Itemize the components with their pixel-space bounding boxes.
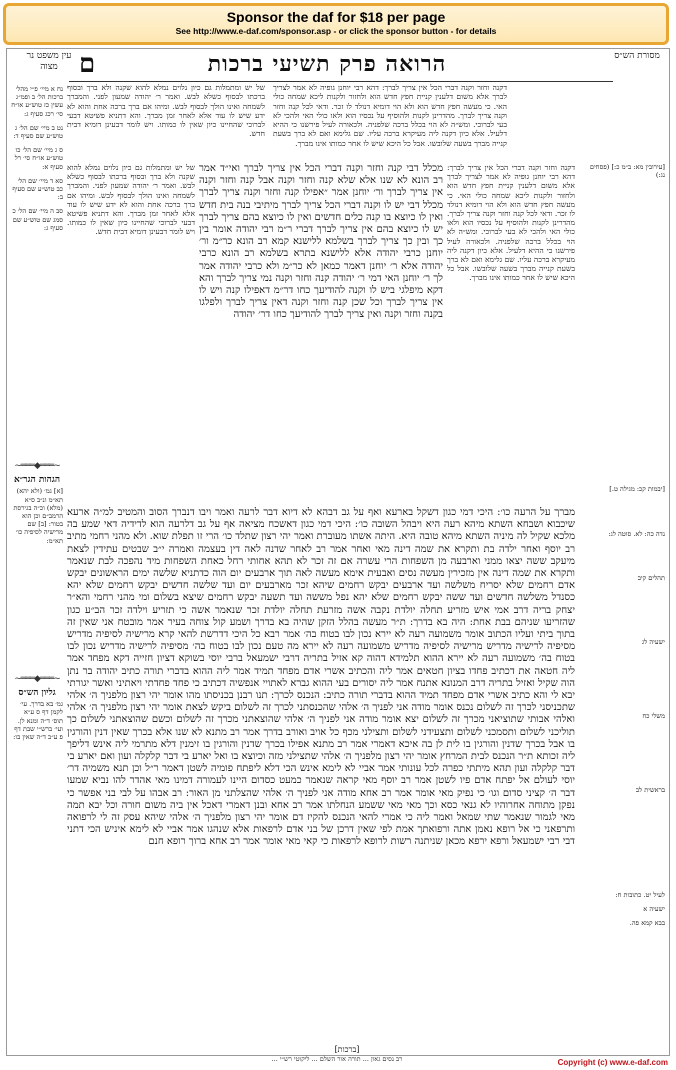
mesoret-ref: בבא קמא פה. xyxy=(629,919,665,928)
gemara-main-paragraph: מברך על הרעה כו׳: היכי דמי כגון דשקל בארעא ואף על גב דבהא לא דיוא דבר לרעה ואמר ויבו דנברך הסוב והמטיב למ״ה ארעא שיכבוא ושבחא השתא מיהא רעה היא ויבהל השובה כו׳: היכי דמי כגון דאשכח מציאה אף על גב דלרעה הוא לדידיה דאי שמע בה מלכא שקיל לה מיניה השתא מיהא טובה היא. היתה אשתו מעוברת ואמר יהי רצון שתלד כו׳ הרי זו תפלת שוא. ולא מהני רחמי מתיב רב יוסף ואחר ילדה בת ותקרא את שמה דינה מאי ואחר אמר רב לאחר שדנה לאה דין בעצמה ואמרה י״ב שבטים עתידין לצאת מיעקב ששה יצאו ממני וארבעה מן השפחות הרי עשרה אם זה זכר לא תהא אחותי רחל כאחת השפחות מיד נהפכה לבת שנאמר ותקרא את שמה דינה אין מזכירין מעשה נסים ואבעית אימא מעשה לאה תוך ארבעים יום הוה כדתניא שלשה ימים הראשונים יבקש אדם רחמים שלא יסריח משלשה ועד ארבעים יבקש רחמים שיהא זכר מארבעים יום ועד שלשה חדשים יבקש רחמים שלא יהא כסנדל משלשה חדשים ועד ששה יבקש רחמים שלא יהא נפל מששה ועד תשעה יבקש רחמים שיצא בשלום ומי מהני רחמי והא״ר יצחק בריה דרב אמי איש מזריע תחלה יולדת נקבה אשה מזרעת תחלה יולדת זכר שנאמר אשה כי תזריע וילדה זכר הב״ע כגון שהזריעו שניהם בבת אחת: היה בא בדרך: ת״ר מעשה בהלל הזקן שהיה בא בדרך ושמע קול צוחה בעיר אמר מובטח אני שאין זה בתוך ביתי ועליו הכתוב אומר משמועה רעה לא יירא נכון לבו בטוח בה׳ אמר רבא כל היכי דדרשת להאי קרא מרישיה לסיפיה מדריש מסיפיה לרישיה מדריש מרישיה לסיפיה מדריש משמועה רעה לא יירא מה טעם נכון לבו בטוח בה׳ מסיפיה לרישיה מדריש נכון לבו בטוח בה׳ משמועה רעה לא יירא ההוא תלמידא דהוה קא אזיל בתריה דרבי ישמעאל ברבי יוסי בשוקא דציון חזייה דקא מפחד אמר ליה חטאה את דכתיב פחדו בציון חטאים אמר ליה והכתיב אשרי אדם מפחד תמיד אמר ליה ההוא בדברי תורה כתיב יהודה בר נתן הוה שקיל ואזיל בתריה דרב המנונא אתנח אמר ליה יסורים בעי ההוא גברא לאתויי אנפשיה דכתיב כי פחד פחדתי ויאתיני ואשר יגורתי יבא לי והא כתיב אשרי אדם מפחד תמיד ההוא בדברי תורה כתיב: הנכנס לכרך: תנו רבנן בכניסתו מהו אומר יהי רצון מלפניך ה׳ אלהי שתכניסני לכרך זה לשלום נכנס אומר מודה אני לפניך ה׳ אלהי שהכנסתני לכרך זה לשלום ביקש לצאת אומר יהי רצון מלפניך ה׳ אלהי ואלהי אבותי שתוציאני מכרך זה לשלום יצא אומר מודה אני לפניך ה׳ אלהי שהוצאתני מכרך זה לשלום וכשם שהוצאתני לשלום כך תוליכני לשלום ותסמכני לשלום ותצעידני לשלום ותצילני מכף כל אויב ואורב בדרך אמר רב מתנא לא שנו אלא בכרך שאין דנין והורגין בו אבל בכרך שדנין והורגין בו לית לן בה איכא דאמרי אמר רב מתנא אפילו בכרך שדנין והורגין בו זימנין דלא מתרמי ליה אינש דליפך ליה זכותא ת״ר הנכנס לבית המרחץ אומר יהי רצון מלפניך ה׳ אלהי שתצילני מזה וכיוצא בו ואל יארע בי דבר קלקלה ועון ואם יארע בי דבר קלקלה ועון תהא מיתתי כפרה לכל עונותי אמר אביי לא לימא אינש הכי דלא ליפתח פומיה לשטן דאמר ר״ל וכן תנא משמיה דר׳ יוסי לעולם אל יפתח אדם פיו לשטן אמר רב יוסף מאי קראה שנאמר כמעט כסדום היינו לעמורה דמינו מאי אהדר להו נביא שמעו דבר ה׳ קציני סדום וגו׳ כי נפיק מאי אומר אמר רב אחא מודה אני לפניך ה׳ אלהי שהצלתני מן האור: רב אבהו על לבי בני אפשר כי נפקן מתוחה אחרוהיו לא גנאי כסא וכך מאי מאי ששמע הנחלתו אמר רב אחא ובנן דאמרי דאכל אין ביה משום חורה וכל יבא תמה מאי לגמור שנאמר שתי שמאל ואמר ליה כי אמרי להאי הנכנס להקיז דם אומר יהי רצון מלפניך ה׳ אלהי שיהא עסק זה לי לרפואה ותרפאני כי אל רופא נאמן אתה ורפואתך אמת לפי שאין דרכן של בני אדם לרפאות אלא שנהגו אמר אביי לא לימא איניש הכי דתני דבי רבי ישמעאל ורפא ירפא מכאן שניתנה רשות לרופא לרפאות כי קאי מאי אומר אמר רב אחא ברוך רופא חנם xyxy=(67,507,575,848)
tosafot-side-text: של יש ומתמלות גם כיון נלוים נמלא להוא שקנה ולא ברך ובסוף ברכתו לבסוף כשלא לבש. ואמר ר׳ יהודה שמעון לפני. והמברך לשמחה ואינו הולך לבסוף לבש. ומיהו אם ברך ברכה אחת והוא לא ידע שיש לו עוד אלא לאחר זמן מברך. והא דתניא פשיטא דבעי לברוכי שהחיינו כיון שאין לו כמותו. ויש לומר דבעינן דומיא דבית חדש. xyxy=(67,163,195,237)
haggahot-text: [א] גמ׳ (ולא יהא) תא״מ ונ״ב ס״א (מלא) וכ״ה בגירסת הרמב״ם וכן הוא בטור: [ב] שם מרישיה לסיפיה כו׳ תא״מ: xyxy=(13,487,63,545)
rashi-commentary-top xyxy=(273,83,507,161)
banner-title[interactable]: Sponsor the daf for $18 per page xyxy=(226,9,446,25)
ornament-divider: ~═══◆═══~ xyxy=(14,461,60,472)
banner-subtitle[interactable]: See http://www.e-daf.com/sponsor.asp - or click the sponsor button - for details xyxy=(175,26,497,36)
rashi-side-text: דקנה וחזר וקנה דברי הכל אין צריך לברך: דהא רבי יוחנן גופיה לא אמר לצריך לברך אלא משום דלענין קניית חפץ חדש הוא ולחזור ולקנות ליכא שמחה כולי האי. כי מעשה חפץ חדש הוא ולא הוי דומיא דנולד לו זכר. ודאי לכל קנה וחזר וקנה צריך לברך. מהדרינן לקנות ולהוסיף על נכסיו הוא ולאו כולי האי ולהכי לא בעי לברוכי. ומש״ה לא הוי בכלל ברכה שלפניה. ולכאורה לעיל פירשנו כי ההיא דלעיל. אלא כיון דקנה ליה מעיקרא ברכה עליו. שם גלימא ואם לא ברך בשעת קנייה מברך בשעה שלובשו. אבל כל היכא שיש לו אחר כמותו אינו מברך. xyxy=(447,163,575,283)
gilyon-title: גליון הש״ס xyxy=(18,688,56,699)
mesoret-ref: נדה כה: לא. סוטה לג: xyxy=(608,529,665,538)
tosafot-text: של יש ומתמלות גם כיון נלוים נמלא להוא שקנה ולא ברך ובסוף ברכתו לבסוף כשלא לבש. ואמר ר׳ יהודה שמעון לפני. והמברך לשמחה ואינו הולך לבסוף לבש. ומיהו אם ברך ברכה אחת והוא לא ידע שיש לו עוד אלא לאחר זמן מברך. והא דתניא פשיטא דבעי לברוכי שהחיינו כיון שאין לו כמותו. ויש לומר דבעינן דומיא דבית חדש. xyxy=(67,83,265,139)
mesoret-ref: משלי כח xyxy=(642,712,665,721)
rashi-text: דקנה וחזר וקנה דברי הכל אין צריך לברך: דהא רבי יוחנן גופיה לא אמר לצריך לברך אלא משום דלענין קניית חפץ חדש הוא ולחזור ולקנות ליכא שמחה כולי האי. כי מעשה חפץ חדש הוא ולא הוי דומיא דנולד לו זכר. ודאי לכל קנה וחזר וקנה צריך לברך. מהדרינן לקנות ולהוסיף על נכסיו הוא ולאו כולי האי ולהכי לא בעי לברוכי. ומש״ה לא הוי בכלל ברכה שלפניה. ולכאורה לעיל פירשנו כי ההיא דלעיל. אלא כיון דקנה ליה מעיקרא ברכה עליו. שם גלימא ואם לא ברך בשעת קנייה מברך בשעה שלובשו. אבל כל היכא שיש לו אחר כמותו אינו מברך. xyxy=(273,83,507,148)
mesoret-ref: תהלים קיב xyxy=(637,573,665,582)
tosafot-commentary-side xyxy=(67,163,195,503)
gemara-text-main xyxy=(67,507,575,1043)
mesoret-ref: [יבמות קכ: מגילה ט.] xyxy=(609,485,665,494)
mesoret-ref: בראשית לב xyxy=(635,786,665,795)
ein-mishpat-note: נח א מיי׳ פ״י מהל׳ ברכות הל׳ ב ופמ״ג עשין כז טוש״ע או״ח סי׳ רכג סעיף ג: xyxy=(11,85,63,118)
tosafot-commentary-top xyxy=(67,83,265,161)
right-margin-references xyxy=(579,163,665,1043)
page-header xyxy=(7,51,669,81)
ein-mishpat-note: נט ב מיי׳ שם הל׳ ג טוש״ע שם סעיף ד: xyxy=(13,123,63,141)
ein-mishpat-note: ס ג מיי׳ שם הל׳ כו טוש״ע או״ח סי׳ רל סעיף א: xyxy=(14,146,63,171)
gilyon-text: גמ׳ בא בדרך. עי׳ לקמן דף ס ע״א תוס׳ ד״ה ומנא לן. ועי׳ ברש״י שבת דף פ ע״ב ד״ה שאין בו: xyxy=(13,700,63,742)
mesoret-label: מסורת הש״ס xyxy=(614,51,660,61)
copyright-link[interactable]: Copyright (c) www.e-daf.com xyxy=(557,1058,668,1067)
header-divider xyxy=(69,81,613,82)
page-title: הרואה פרק תשיעי ברכות xyxy=(207,51,447,77)
footer-references: רב נסים גאון ... תורה אור השלם ... ליקוטי רש״י ... xyxy=(271,1055,403,1063)
left-margin-notes xyxy=(11,85,63,1045)
haggahot-title: הגהות הגר״א xyxy=(13,475,60,486)
rashi-commentary-side xyxy=(447,163,575,503)
mesoret-ref: לעיל יט. כתובות ח: xyxy=(615,890,665,899)
ein-mishpat-label: עין משפט נר מצוה xyxy=(26,51,72,72)
gemara-center-paragraph: מכלל דבי קנה וחזר וקנה דברי הכל אין צריך לברך ואי״ד אמר רב הונא לא שנו אלא שלא קנה וחזר וקנה אבל קנה וחזר וקנה אין צריך לברך ור׳ יוחנן אמר ״אפילו קנה וחזר וקנה צריך לברך מכלל דבי יש לו וקנה דברי הכל צריך לברך מיתיבי בנה בית חדש ואין לו כיוצא בו קנה כלים חדשים ואין לו כיוצא בהם צריך לברך יש לו כיוצא בהם אין צריך לברך דברי ר״מ רבי יהודה אומר בין כך ובין כך צריך לברך בשלמא ללישנא קמא רב הונא כר״מ ור׳ יוחנן כרבי יהודה אלא ללישנא בתרא בשלמא רב הונא כרבי יהודה אלא ר׳ יוחנן דאמר כמאן לא כר״מ ולא כרבי יהודה אמר לך ר׳ יוחנן האי דמי ר׳ יהודה קנה וחזר וקנה נמי צריך לברך והא דקא מיפלגי ביש לו וקנה להודיעך כחו דר״מ דאפילו קנה ויש לו אין צריך לברך וכל שכן קנה וחזר וקנה דאין צריך לברך ולפלגו בקנה וחזר וקנה ואין צריך לברך להודיעך כחו דר׳ יהודה xyxy=(199,163,443,321)
mesoret-ref: ישעיה א xyxy=(643,904,665,913)
gemara-text-center xyxy=(199,163,443,503)
mesoret-ref: [עירובין מא: ב״מ כ:] (פסחים נג:) xyxy=(589,163,665,180)
ein-mishpat-note: סב ה מיי׳ שם הל׳ כ סמג שם טוש״ע שם סעיף ג: xyxy=(12,207,63,232)
daf-marker: [ברכות] xyxy=(334,1045,360,1054)
mesoret-ref: ישעיה לג xyxy=(641,638,665,647)
daf-letter: ם xyxy=(79,49,96,79)
sponsor-banner[interactable] xyxy=(3,3,669,45)
ein-mishpat-note: סא ד מיי׳ שם הל׳ כב טוש״ע שם סעיף ב: xyxy=(12,176,63,202)
ornament-divider: ~═══◆═══~ xyxy=(14,673,60,684)
